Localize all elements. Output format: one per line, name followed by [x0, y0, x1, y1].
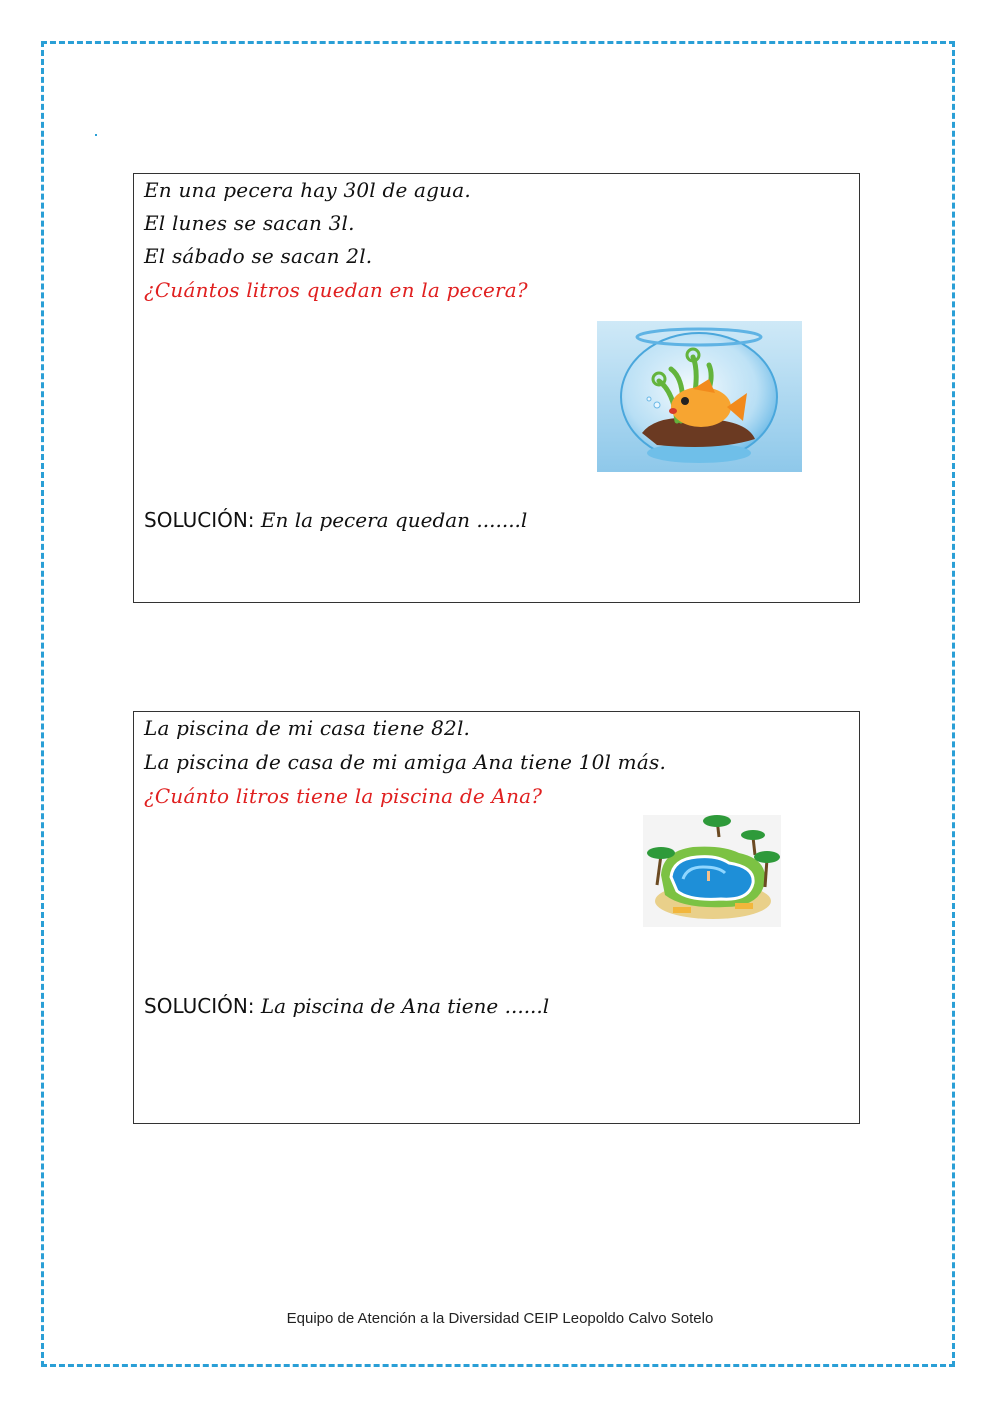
problem-2-question: ¿Cuánto litros tiene la piscina de Ana? — [144, 784, 543, 808]
problem-2-solution — [144, 994, 549, 1018]
fishbowl-illustration — [597, 321, 802, 472]
problem-2-line-2: La piscina de casa de mi amiga Ana tiene 10l más. — [144, 750, 666, 774]
problem-2-box — [133, 711, 860, 1124]
stray-mark — [95, 134, 97, 136]
solution-label: SOLUCIÓN: — [144, 508, 255, 532]
problem-1-box — [133, 173, 860, 603]
problem-1-solution — [144, 508, 527, 532]
problem-1-line-2: El lunes se sacan 3l. — [144, 211, 355, 235]
footer-credit: Equipo de Atención a la Diversidad CEIP Leopoldo Calvo Sotelo — [286, 1310, 714, 1327]
problem-1-question: ¿Cuántos litros quedan en la pecera? — [144, 278, 528, 302]
solution-label: SOLUCIÓN: — [144, 994, 255, 1018]
solution-text: La piscina de Ana tiene ......l — [260, 994, 550, 1018]
swimming-pool-illustration — [643, 815, 781, 927]
solution-text: En la pecera quedan .......l — [260, 508, 528, 532]
problem-2-line-1: La piscina de mi casa tiene 82l. — [144, 716, 471, 740]
problem-1-line-3: El sábado se sacan 2l. — [144, 244, 373, 268]
problem-1-line-1: En una pecera hay 30l de agua. — [144, 178, 471, 202]
